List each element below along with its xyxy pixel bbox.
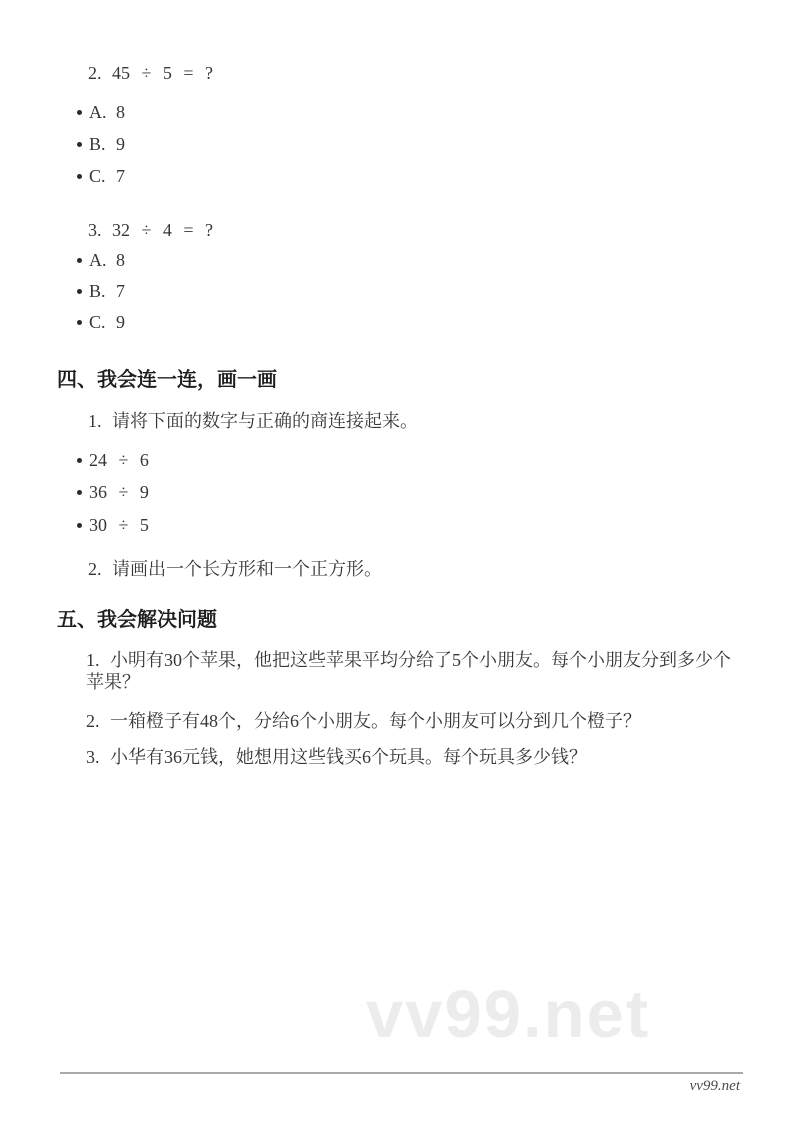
option-value: 7 [116, 165, 125, 186]
question-number: 3. [88, 220, 102, 240]
word-problem-1 [0, 649, 800, 693]
mc-question-2 [0, 62, 800, 84]
instruction-number: 1. [88, 411, 102, 431]
option-label: B. [89, 280, 106, 301]
match-expression: 36 ÷ 9 [89, 481, 149, 502]
footer-divider [60, 1072, 743, 1074]
problem-text: 一箱橙子有48个，分给6个小朋友。每个小朋友可以分到几个橙子？ [110, 711, 641, 731]
bullet-marker-icon [77, 320, 82, 325]
section-four-heading: 四、我会连一连，画一画 [57, 369, 277, 391]
bullet-marker-icon [77, 289, 82, 294]
match-item-3 [0, 514, 800, 536]
option-label: A. [89, 101, 107, 122]
option-value: 9 [116, 311, 125, 332]
instruction-text: 请画出一个长方形和一个正方形。 [112, 559, 382, 579]
bullet-marker-icon [77, 523, 82, 528]
problem-text: 小明有30个苹果，他把这些苹果平均分给了5个小朋友。每个小朋友分到多少个苹果？ [86, 650, 731, 692]
instruction-number: 2. [88, 559, 102, 579]
mc-question-2-option-c [0, 165, 800, 187]
problem-number: 3. [86, 747, 100, 767]
option-label: C. [89, 311, 106, 332]
option-value: 9 [116, 133, 125, 154]
option-label: C. [89, 165, 106, 186]
option-value: 8 [116, 249, 125, 270]
word-problem-2 [0, 710, 800, 732]
bullet-marker-icon [77, 142, 82, 147]
section-five-heading: 五、我会解决问题 [57, 609, 217, 631]
option-label: B. [89, 133, 106, 154]
match-expression: 30 ÷ 5 [89, 514, 149, 535]
option-label: A. [89, 249, 107, 270]
problem-number: 1. [86, 650, 100, 670]
question-equation: 32 ÷ 4 = ? [112, 220, 214, 240]
problem-number: 2. [86, 711, 100, 731]
mc-question-3-option-b [0, 280, 800, 302]
footer-site-name: vv99.net [689, 1078, 740, 1094]
bullet-marker-icon [77, 258, 82, 263]
bullet-marker-icon [77, 458, 82, 463]
instruction-text: 请将下面的数字与正确的商连接起来。 [112, 411, 418, 431]
mc-question-2-option-b [0, 133, 800, 155]
bullet-marker-icon [77, 174, 82, 179]
mc-question-3 [0, 219, 800, 241]
section-four-instruction-2 [0, 558, 800, 580]
bullet-marker-icon [77, 110, 82, 115]
match-item-2 [0, 481, 800, 503]
option-value: 7 [116, 280, 125, 301]
option-value: 8 [116, 101, 125, 122]
bullet-marker-icon [77, 490, 82, 495]
mc-question-3-option-c [0, 311, 800, 333]
question-number: 2. [88, 63, 102, 83]
match-expression: 24 ÷ 6 [89, 449, 149, 470]
word-problem-3 [0, 746, 800, 768]
match-item-1 [0, 449, 800, 471]
mc-question-3-option-a [0, 249, 800, 271]
question-equation: 45 ÷ 5 = ? [112, 63, 214, 83]
mc-question-2-option-a [0, 101, 800, 123]
problem-text: 小华有36元钱，她想用这些钱买6个玩具。每个玩具多少钱？ [110, 747, 587, 767]
site-watermark: vv99.net [366, 977, 651, 1052]
section-four-instruction-1 [0, 410, 800, 432]
